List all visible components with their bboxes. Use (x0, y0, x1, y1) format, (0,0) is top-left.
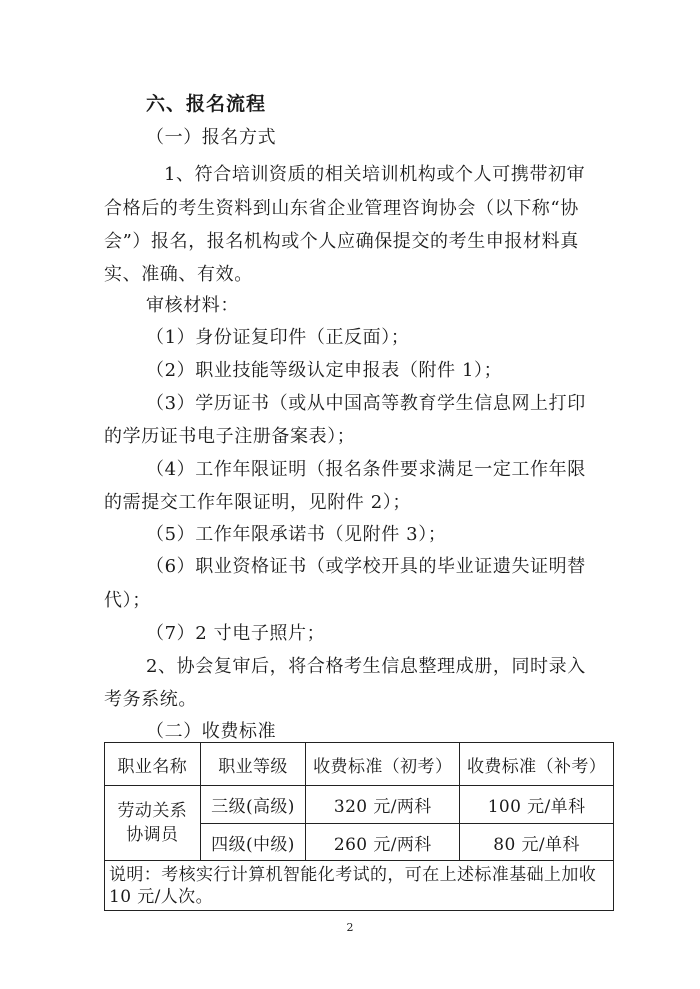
occupation-cell (105, 786, 201, 861)
level-cell: 三级(高级) (200, 786, 306, 824)
occupation-name-line: 劳动关系 (117, 801, 188, 821)
fee-note: 说明：考核实行计算机智能化考试的，可在上述标准基础上加收 10 元/人次。 (105, 861, 614, 911)
material-item: （2）职业技能等级认定申报表（附件 1）； (146, 360, 503, 381)
subsection-fee-standard: （二）收费标准 (146, 721, 277, 742)
material-item: （1）身份证复印件（正反面）； (146, 327, 410, 348)
paragraph-line: 实、准确、有效。 (104, 264, 253, 285)
material-item: （3）学历证书（或从中国高等教育学生信息网上打印 (146, 393, 586, 414)
paragraph-line: 考务系统。 (104, 689, 197, 710)
material-item-continuation: 代）； (104, 590, 151, 611)
header-initial-fee: 收费标准（初考） (306, 743, 460, 786)
level-cell: 四级(中级) (200, 824, 306, 861)
subsection-registration-method: （一）报名方式 (146, 127, 277, 148)
paragraph-line: 2、协会复审后，将合格考生信息整理成册，同时录入 (146, 656, 586, 677)
material-item: （5）工作年限承诺书（见附件 3）； (146, 524, 447, 545)
fee-table-note-row (105, 861, 614, 911)
material-item-continuation: 的需提交工作年限证明，见附件 2）； (104, 492, 411, 513)
page-number: 2 (346, 921, 354, 934)
paragraph-line: 会”）报名，报名机构或个人应确保提交的考生申报材料真 (104, 231, 579, 252)
retake-fee-cell: 80 元/单科 (460, 824, 614, 861)
fee-table-header-row (105, 743, 614, 786)
fee-table (104, 742, 614, 911)
material-item: （6）职业资格证书（或学校开具的毕业证遗失证明替 (146, 556, 586, 577)
header-level: 职业等级 (200, 743, 306, 786)
retake-fee-cell: 100 元/单科 (460, 786, 614, 824)
materials-heading: 审核材料： (146, 295, 239, 316)
material-item: （4）工作年限证明（报名条件要求满足一定工作年限 (146, 459, 586, 480)
paragraph-line: 1、符合培训资质的相关培训机构或个人可携带初审 (164, 164, 586, 185)
fee-table-row (105, 786, 614, 824)
occupation-name-line: 协调员 (126, 825, 179, 845)
initial-fee-cell: 320 元/两科 (306, 786, 460, 824)
paragraph-line: 合格后的考生资料到山东省企业管理咨询协会（以下称“协 (104, 198, 579, 219)
header-retake-fee: 收费标准（补考） (460, 743, 614, 786)
initial-fee-cell: 260 元/两科 (306, 824, 460, 861)
material-item-continuation: 的学历证书电子注册备案表）； (104, 426, 356, 447)
material-item: （7）2 寸电子照片； (146, 623, 326, 644)
section-title: 六、报名流程 (146, 93, 267, 115)
header-occupation: 职业名称 (105, 743, 201, 786)
